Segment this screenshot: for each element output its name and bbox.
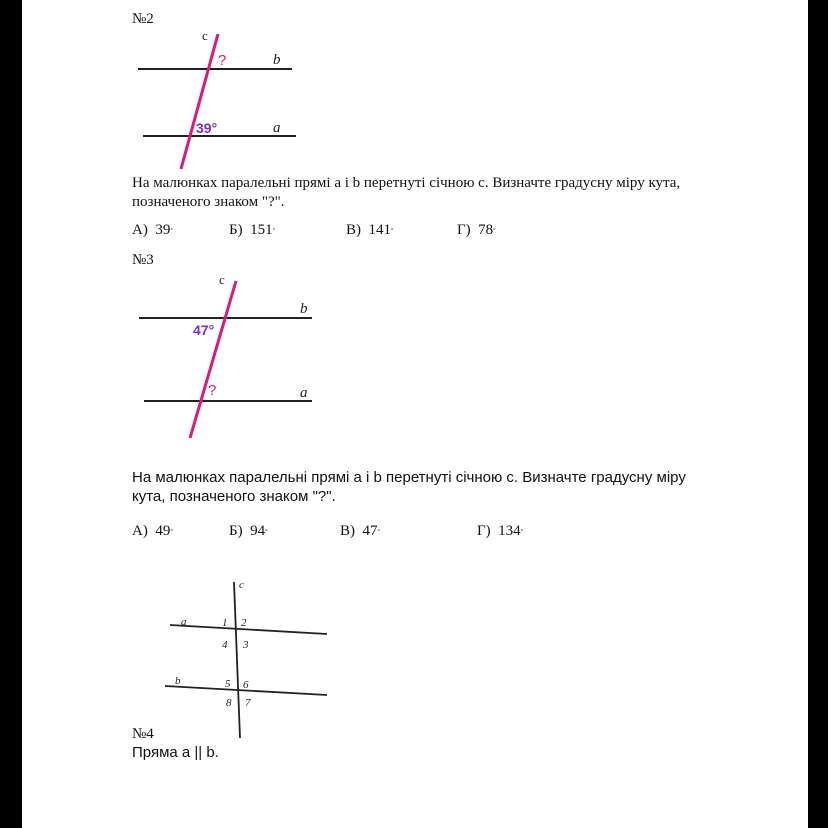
problem-3-number: №3 bbox=[132, 252, 154, 268]
p3-option-b[interactable]: Б) 94° bbox=[229, 523, 268, 539]
p2-option-c[interactable]: В) 141° bbox=[346, 222, 394, 238]
angle-4: 4 bbox=[222, 639, 228, 651]
angle-7: 7 bbox=[245, 697, 251, 709]
p2-option-b[interactable]: Б) 151° bbox=[229, 222, 276, 238]
problem-3-question bbox=[132, 468, 686, 506]
question-line-2: позначеного знаком "?". bbox=[132, 194, 285, 210]
label-b: b bbox=[175, 675, 181, 687]
question-line-2: кута, позначеного знаком "?". bbox=[132, 488, 336, 505]
angle-5: 5 bbox=[225, 678, 231, 690]
label-a: a bbox=[300, 385, 308, 401]
problem-3-figure bbox=[132, 268, 342, 443]
p3-option-a[interactable]: А) 49° bbox=[132, 523, 173, 539]
line-a bbox=[170, 625, 327, 634]
label-a: a bbox=[181, 616, 187, 628]
secant-c bbox=[234, 582, 240, 738]
problem-4-statement: Пряма a || b. bbox=[132, 744, 219, 761]
secant-c bbox=[190, 281, 236, 438]
angle-6: 6 bbox=[243, 679, 249, 691]
label-c: c bbox=[239, 579, 244, 591]
label-b: b bbox=[273, 52, 281, 68]
secant-c bbox=[181, 34, 218, 169]
label-b: b bbox=[300, 301, 308, 317]
label-a: a bbox=[273, 120, 281, 136]
p3-option-d[interactable]: Г) 134° bbox=[477, 523, 524, 539]
problem-4-number: №4 bbox=[132, 726, 154, 742]
label-c: c bbox=[202, 28, 208, 43]
p2-option-a[interactable]: А) 39° bbox=[132, 222, 173, 238]
known-angle-label: 39° bbox=[196, 120, 218, 136]
problem-2-figure bbox=[132, 28, 332, 173]
unknown-angle-label: ? bbox=[218, 52, 227, 69]
angle-2: 2 bbox=[241, 617, 247, 629]
question-line-1: На малюнках паралельні прямі a і b перетнуті січною с. Визначте градусну міру кута, bbox=[132, 175, 681, 191]
document-page bbox=[22, 0, 808, 828]
label-c: c bbox=[219, 272, 225, 287]
angle-1: 1 bbox=[222, 617, 228, 629]
p2-option-d[interactable]: Г) 78° bbox=[457, 222, 496, 238]
angle-3: 3 bbox=[243, 639, 249, 651]
known-angle-label: 47° bbox=[193, 322, 215, 338]
problem-4-figure bbox=[162, 578, 342, 743]
unknown-angle-label: ? bbox=[208, 382, 217, 399]
angle-8: 8 bbox=[226, 697, 232, 709]
p3-option-c[interactable]: В) 47° bbox=[340, 523, 380, 539]
problem-2-question bbox=[132, 174, 680, 212]
problem-2-number: №2 bbox=[132, 11, 154, 27]
question-line-1: На малюнках паралельні прямі a і b перетнуті січною с. Визначте градусну міру bbox=[132, 469, 686, 486]
